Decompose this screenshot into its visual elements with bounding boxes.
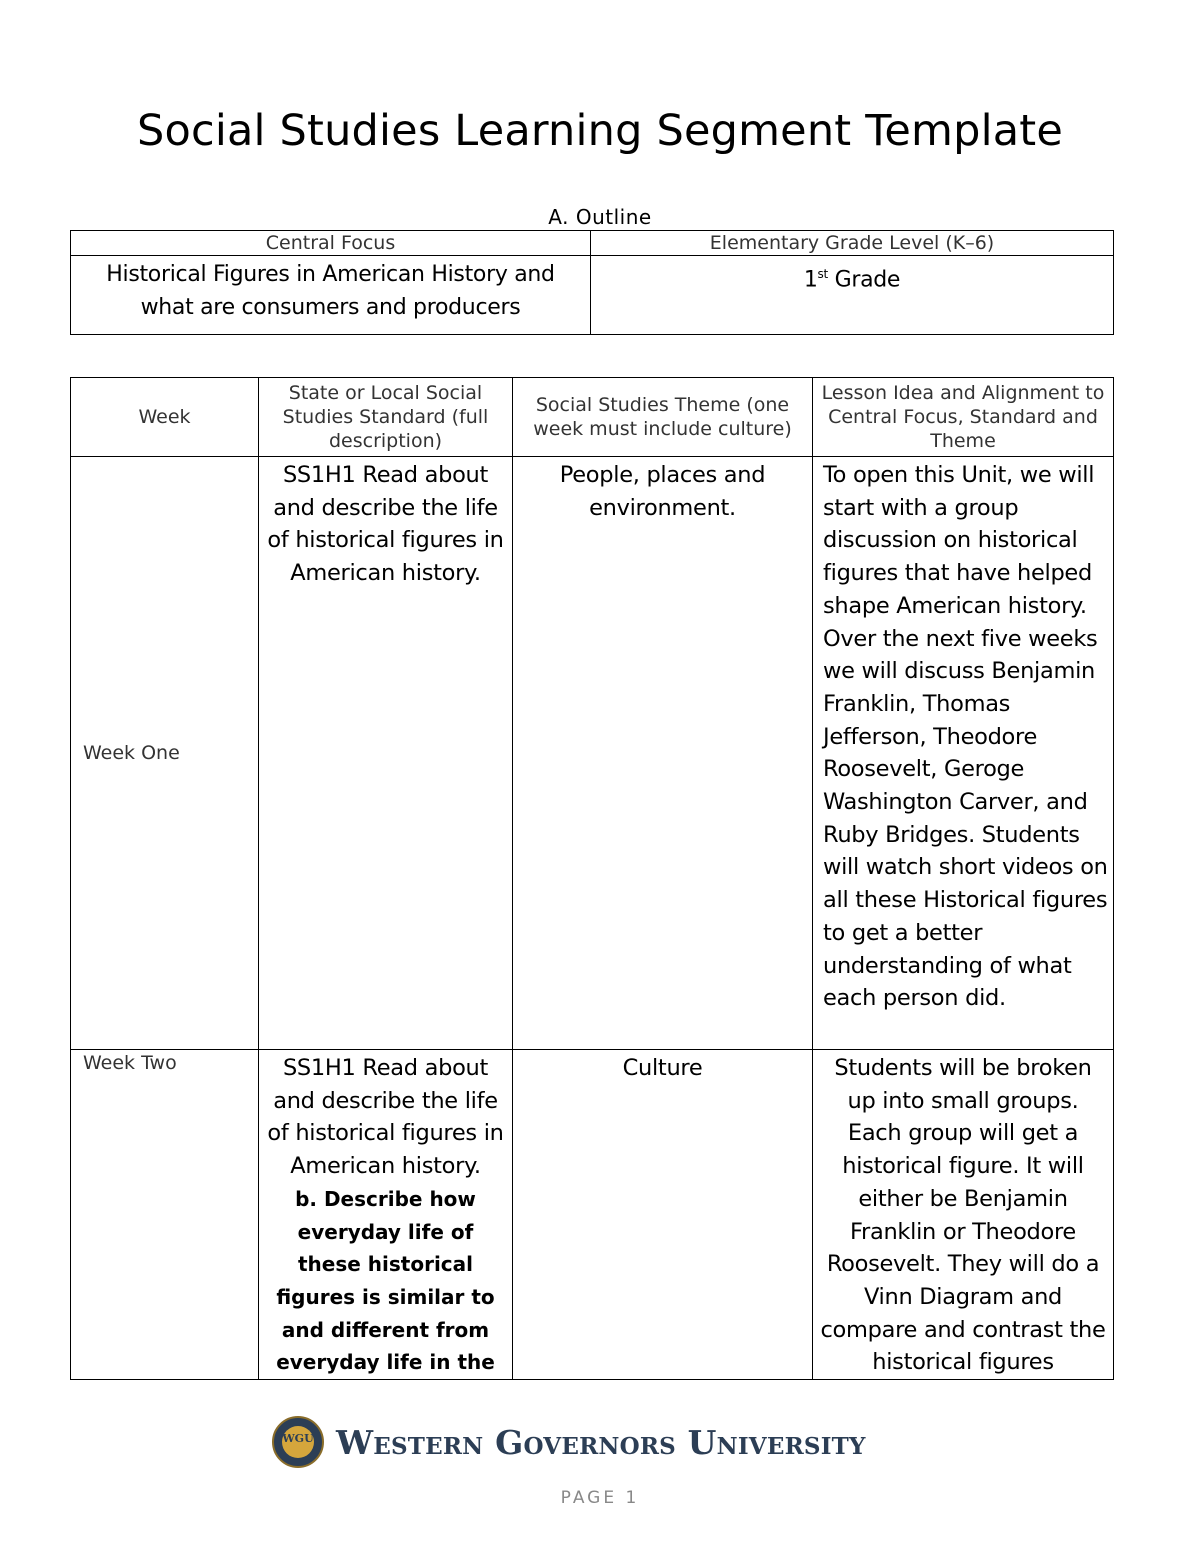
standard-header: State or Local Social Studies Standard (full description) (259, 378, 513, 457)
university-seal-icon (272, 1416, 324, 1468)
document-title: Social Studies Learning Segment Template (136, 106, 1064, 156)
grade-level-value (591, 256, 1114, 335)
outline-table (70, 230, 1114, 335)
grade-level-header: Elementary Grade Level (K–6) (591, 231, 1114, 256)
standard-cell: SS1H1 Read about and describe the life of historical figures in American history. (259, 457, 513, 1050)
central-focus-header: Central Focus (71, 231, 591, 256)
central-focus-value: Historical Figures in American History and what are consumers and producers (71, 256, 591, 335)
wgu-logo (272, 1416, 892, 1468)
week-label: Week Two (71, 1050, 259, 1380)
page-number: PAGE 1 (560, 1488, 640, 1508)
lesson-header: Lesson Idea and Alignment to Central Focus, Standard and Theme (813, 378, 1114, 457)
table-row (71, 457, 1114, 1050)
seal-mark: WGU (282, 1432, 314, 1445)
theme-header: Social Studies Theme (one week must include culture) (513, 378, 813, 457)
table-row (71, 1050, 1114, 1380)
standard-cell (259, 1050, 513, 1380)
section-title: A. Outline (548, 205, 652, 229)
lesson-cell: To open this Unit, we will start with a group discussion on historical figures that have helped shape American history. Over the next five weeks we will discuss Benjamin Franklin, Thomas Jefferson, Theodore Roosevelt, Geroge Washington Carver, and Ruby Bridges. Students will watch short videos on all these Historical figures to get a better understanding of what each person did. (813, 457, 1114, 1050)
learning-plan-table (70, 377, 1114, 1380)
standard-text: SS1H1 Read about and describe the life of historical figures in American history. (267, 1055, 504, 1180)
standard-subpoint: b. Describe how everyday life of these historical figures is similar to and different from everyday life in the (276, 1186, 495, 1375)
university-wordmark: Western Governors University (336, 1422, 866, 1462)
week-label: Week One (71, 457, 259, 1050)
grade-number: 1 (803, 267, 818, 293)
week-header: Week (71, 378, 259, 457)
grade-word: Grade (827, 267, 901, 293)
lesson-cell: Students will be broken up into small groups. Each group will get a historical figure. It will either be Benjamin Franklin or Theodore Roosevelt. They will do a Vinn Diagram and compare and contrast the historical figures (813, 1050, 1114, 1380)
grade-ordinal: st (817, 267, 828, 281)
theme-cell: Culture (513, 1050, 813, 1380)
theme-cell: People, places and environment. (513, 457, 813, 1050)
